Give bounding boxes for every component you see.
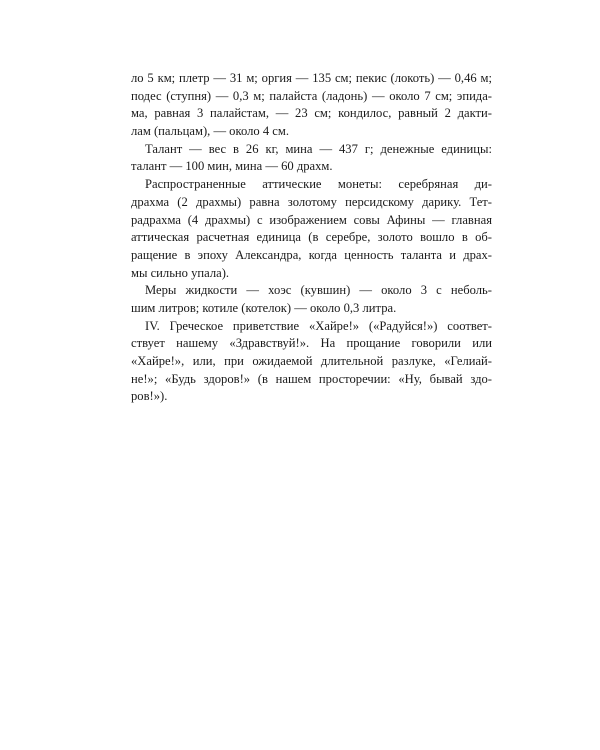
paragraph-measures-weight: [131, 141, 492, 176]
paragraph-attic-coins: [131, 176, 492, 282]
text-line: IV. Греческое приветствие «Хайре!» («Радуйся!») соответ-: [145, 318, 492, 333]
text-line: драхма (2 драхмы) равна золотому персидскому дарику. Тет-: [131, 194, 492, 209]
text-line: Распространенные аттические монеты: серебряная ди-: [145, 177, 492, 192]
text-line: «Хайре!», или, при ожидаемой длительной разлуке, «Гелиай-: [131, 354, 492, 368]
paragraph-measures-liquid: [131, 282, 492, 317]
text-line: Меры жидкости — хоэс (кувшин) — около 3 с неболь-: [145, 283, 492, 298]
text-line: ствует нашему «Здравствуй!». На прощание говорили или: [131, 336, 492, 351]
text-line: ращение в эпоху Александра, когда ценность таланта и драх-: [131, 247, 492, 262]
text-line: ло 5 км; плетр — 31 м; оргия — 135 см; пекис (локоть) — 0,46 м;: [131, 71, 492, 85]
text-line: радрахма (4 драхмы) с изображением совы Афины — главная: [131, 212, 492, 227]
text-line: ров!»).: [131, 389, 168, 404]
text-line: мы сильно упала).: [131, 265, 230, 280]
text-line: Талант — вес в 26 кг, мина — 437 г; денежные единицы:: [145, 141, 492, 156]
paragraph-measures-length: [131, 70, 492, 141]
page-text: [131, 70, 492, 406]
text-line: лам (пальцам), — около 4 см.: [131, 124, 289, 139]
text-line: ма, равная 3 палайстам, — 23 см; кондилос, равный 2 дакти-: [131, 106, 492, 121]
paragraph-greek-greeting: [131, 318, 492, 406]
text-line: талант — 100 мин, мина — 60 драхм.: [131, 159, 333, 174]
text-line: аттическая расчетная единица (в серебре, золото вошло в об-: [131, 230, 492, 245]
text-line: не!»; «Будь здоров!» (в нашем просторечии: «Ну, бывай здо-: [131, 371, 492, 386]
text-line: шим литров; котиле (котелок) — около 0,3 литра.: [131, 300, 397, 315]
text-line: подес (ступня) — 0,3 м; палайста (ладонь) — около 7 см; эпида-: [131, 88, 492, 103]
